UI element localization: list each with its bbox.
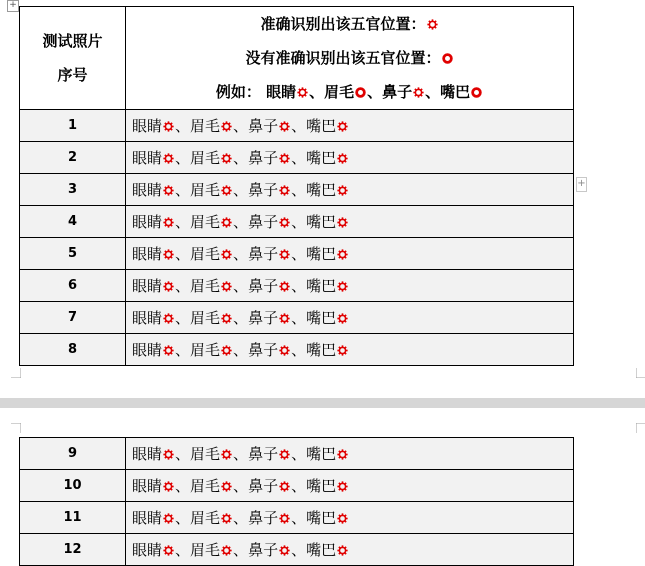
- correct-gear-icon: [221, 510, 232, 521]
- part-label: 眼睛: [132, 477, 163, 495]
- separator: 、: [233, 181, 249, 199]
- separator: 、: [309, 83, 325, 101]
- correct-gear-icon: [221, 278, 232, 289]
- part-label: 眉毛: [190, 277, 221, 295]
- correct-gear-icon: [221, 150, 232, 161]
- part-label: 眼睛: [132, 245, 163, 263]
- correct-gear-icon: [279, 342, 290, 353]
- part-label: 眉毛: [190, 117, 221, 135]
- correct-gear-icon: [337, 310, 348, 321]
- recognition-result: [126, 534, 574, 566]
- correct-gear-icon: [163, 446, 174, 457]
- correct-gear-icon: [279, 510, 290, 521]
- part-label: 眉毛: [190, 149, 221, 167]
- photo-number: 9: [20, 438, 126, 470]
- table-row: [20, 470, 574, 502]
- recognition-result: [126, 438, 574, 470]
- separator: 、: [233, 277, 249, 295]
- correct-gear-icon: [163, 542, 174, 553]
- separator: 、: [175, 117, 191, 135]
- separator: 、: [175, 541, 191, 559]
- correct-gear-icon: [163, 246, 174, 257]
- correct-gear-icon: [279, 310, 290, 321]
- wrong-ring-icon: [471, 76, 482, 87]
- correct-gear-icon: [337, 150, 348, 161]
- part-label: 眉毛: [190, 181, 221, 199]
- correct-gear-icon: [337, 278, 348, 289]
- part-label: 嘴巴: [306, 541, 337, 559]
- correct-gear-icon: [337, 182, 348, 193]
- recognition-result: [126, 470, 574, 502]
- correct-gear-icon: [163, 310, 174, 321]
- correct-gear-icon: [221, 478, 232, 489]
- part-label: 眉毛: [324, 83, 355, 101]
- correct-gear-icon: [337, 342, 348, 353]
- recognition-result: [126, 110, 574, 142]
- correct-gear-icon: [163, 214, 174, 225]
- separator: 、: [291, 445, 307, 463]
- separator: 、: [291, 181, 307, 199]
- example-prefix: 例如：: [215, 83, 261, 101]
- table-move-handle-icon[interactable]: +: [7, 0, 19, 12]
- separator: 、: [175, 341, 191, 359]
- part-label: 鼻子: [248, 277, 279, 295]
- part-label: 嘴巴: [306, 509, 337, 527]
- recognition-result: [126, 238, 574, 270]
- wrong-ring-icon: [355, 76, 366, 87]
- recognition-result: [126, 502, 574, 534]
- part-label: 眼睛: [132, 509, 163, 527]
- separator: 、: [233, 213, 249, 231]
- part-label: 嘴巴: [306, 213, 337, 231]
- header-col1-line2: 序号: [57, 66, 88, 84]
- separator: 、: [367, 83, 383, 101]
- photo-number: 12: [20, 534, 126, 566]
- part-label: 嘴巴: [306, 445, 337, 463]
- correct-gear-icon: [163, 510, 174, 521]
- correct-gear-icon: [279, 214, 290, 225]
- recognition-result: [126, 206, 574, 238]
- legend-wrong-text: 没有准确识别出该五官位置：: [245, 49, 441, 67]
- photo-number: 8: [20, 334, 126, 366]
- correct-gear-icon: [413, 76, 424, 87]
- correct-gear-icon: [337, 510, 348, 521]
- part-label: 鼻子: [248, 213, 279, 231]
- separator: 、: [233, 445, 249, 463]
- part-label: 眼睛: [266, 83, 297, 101]
- table-row: [20, 302, 574, 334]
- correct-gear-icon: [221, 310, 232, 321]
- separator: 、: [233, 117, 249, 135]
- correct-gear-icon: [279, 246, 290, 257]
- correct-gear-icon: [279, 446, 290, 457]
- legend-correct-text: 准确识别出该五官位置：: [260, 15, 426, 33]
- recognition-result: [126, 270, 574, 302]
- separator: 、: [233, 477, 249, 495]
- separator: 、: [291, 341, 307, 359]
- photo-number: 4: [20, 206, 126, 238]
- part-label: 嘴巴: [306, 149, 337, 167]
- separator: 、: [233, 509, 249, 527]
- header-legend: [126, 7, 574, 110]
- face-recognition-table: [19, 6, 574, 366]
- recognition-result: [126, 174, 574, 206]
- table-header-row: [20, 7, 574, 110]
- part-label: 鼻子: [248, 509, 279, 527]
- correct-gear-icon: [337, 446, 348, 457]
- separator: 、: [175, 445, 191, 463]
- photo-number: 2: [20, 142, 126, 174]
- header-col1-line1: 测试照片: [42, 32, 103, 50]
- separator: 、: [291, 477, 307, 495]
- page-corner-mark-icon: [636, 368, 645, 378]
- photo-number: 10: [20, 470, 126, 502]
- separator: 、: [175, 213, 191, 231]
- part-label: 鼻子: [248, 445, 279, 463]
- page-corner-mark-icon: [11, 423, 21, 433]
- part-label: 鼻子: [248, 149, 279, 167]
- separator: 、: [175, 309, 191, 327]
- correct-gear-icon: [279, 182, 290, 193]
- table-row: [20, 534, 574, 566]
- separator: 、: [233, 245, 249, 263]
- correct-gear-icon: [337, 214, 348, 225]
- part-label: 鼻子: [248, 117, 279, 135]
- separator: 、: [175, 477, 191, 495]
- part-label: 嘴巴: [306, 477, 337, 495]
- document-page-2: [0, 408, 645, 563]
- photo-number: 11: [20, 502, 126, 534]
- part-label: 鼻子: [248, 341, 279, 359]
- part-label: 眉毛: [190, 245, 221, 263]
- part-label: 眉毛: [190, 509, 221, 527]
- separator: 、: [175, 149, 191, 167]
- photo-number: 1: [20, 110, 126, 142]
- legend-wrong: [126, 41, 573, 75]
- correct-gear-icon: [279, 118, 290, 129]
- separator: 、: [291, 117, 307, 135]
- face-recognition-table-continued: [19, 437, 574, 566]
- part-label: 眉毛: [190, 309, 221, 327]
- separator: 、: [175, 277, 191, 295]
- separator: 、: [291, 213, 307, 231]
- part-label: 嘴巴: [306, 245, 337, 263]
- photo-number: 5: [20, 238, 126, 270]
- separator: 、: [233, 149, 249, 167]
- correct-gear-icon: [297, 76, 308, 87]
- correct-gear-icon: [337, 542, 348, 553]
- table-row: [20, 142, 574, 174]
- correct-gear-icon: [221, 342, 232, 353]
- page-corner-mark-icon: [636, 423, 645, 433]
- correct-gear-icon: [221, 542, 232, 553]
- correct-gear-icon: [337, 478, 348, 489]
- part-label: 鼻子: [248, 309, 279, 327]
- part-label: 嘴巴: [306, 117, 337, 135]
- part-label: 眼睛: [132, 541, 163, 559]
- table-row: [20, 438, 574, 470]
- correct-gear-icon: [163, 150, 174, 161]
- separator: 、: [291, 245, 307, 263]
- photo-number: 3: [20, 174, 126, 206]
- part-label: 眼睛: [132, 213, 163, 231]
- correct-gear-icon: [163, 342, 174, 353]
- table-row: [20, 110, 574, 142]
- correct-gear-icon: [163, 278, 174, 289]
- correct-gear-icon: [221, 446, 232, 457]
- header-photo-number: [20, 7, 126, 110]
- table-row: [20, 270, 574, 302]
- correct-gear-icon: [221, 214, 232, 225]
- wrong-ring-icon: [442, 42, 453, 53]
- part-label: 嘴巴: [306, 341, 337, 359]
- table-row: [20, 238, 574, 270]
- separator: 、: [291, 309, 307, 327]
- part-label: 眉毛: [190, 541, 221, 559]
- page-corner-mark-icon: [11, 368, 21, 378]
- separator: 、: [175, 181, 191, 199]
- part-label: 眉毛: [190, 213, 221, 231]
- part-label: 鼻子: [248, 245, 279, 263]
- part-label: 嘴巴: [306, 309, 337, 327]
- separator: 、: [233, 341, 249, 359]
- recognition-result: [126, 302, 574, 334]
- recognition-result: [126, 334, 574, 366]
- correct-gear-icon: [279, 278, 290, 289]
- correct-gear-icon: [163, 478, 174, 489]
- correct-gear-icon: [337, 246, 348, 257]
- legend-correct: [126, 7, 573, 41]
- separator: 、: [291, 541, 307, 559]
- correct-gear-icon: [279, 542, 290, 553]
- correct-gear-icon: [279, 150, 290, 161]
- part-label: 嘴巴: [306, 277, 337, 295]
- photo-number: 6: [20, 270, 126, 302]
- correct-gear-icon: [163, 118, 174, 129]
- table-row: [20, 334, 574, 366]
- part-label: 眉毛: [190, 341, 221, 359]
- part-label: 眉毛: [190, 477, 221, 495]
- part-label: 鼻子: [248, 541, 279, 559]
- add-column-icon[interactable]: +: [576, 177, 587, 192]
- correct-gear-icon: [221, 118, 232, 129]
- separator: 、: [425, 83, 441, 101]
- part-label: 眼睛: [132, 277, 163, 295]
- legend-example: [126, 75, 573, 109]
- part-label: 眼睛: [132, 149, 163, 167]
- part-label: 嘴巴: [440, 83, 471, 101]
- separator: 、: [175, 509, 191, 527]
- part-label: 眼睛: [132, 445, 163, 463]
- part-label: 鼻子: [248, 477, 279, 495]
- part-label: 眉毛: [190, 445, 221, 463]
- page-gap: [0, 398, 645, 408]
- separator: 、: [175, 245, 191, 263]
- table-row: [20, 174, 574, 206]
- part-label: 眼睛: [132, 181, 163, 199]
- correct-gear-icon: [427, 8, 438, 19]
- correct-gear-icon: [279, 478, 290, 489]
- correct-gear-icon: [221, 246, 232, 257]
- part-label: 嘴巴: [306, 181, 337, 199]
- part-label: 鼻子: [248, 181, 279, 199]
- separator: 、: [291, 277, 307, 295]
- recognition-result: [126, 142, 574, 174]
- photo-number: 7: [20, 302, 126, 334]
- separator: 、: [291, 149, 307, 167]
- part-label: 眼睛: [132, 341, 163, 359]
- part-label: 眼睛: [132, 309, 163, 327]
- table-row: [20, 502, 574, 534]
- correct-gear-icon: [221, 182, 232, 193]
- table-row: [20, 206, 574, 238]
- correct-gear-icon: [163, 182, 174, 193]
- correct-gear-icon: [337, 118, 348, 129]
- separator: 、: [233, 541, 249, 559]
- part-label: 眼睛: [132, 117, 163, 135]
- separator: 、: [291, 509, 307, 527]
- separator: 、: [233, 309, 249, 327]
- part-label: 鼻子: [382, 83, 413, 101]
